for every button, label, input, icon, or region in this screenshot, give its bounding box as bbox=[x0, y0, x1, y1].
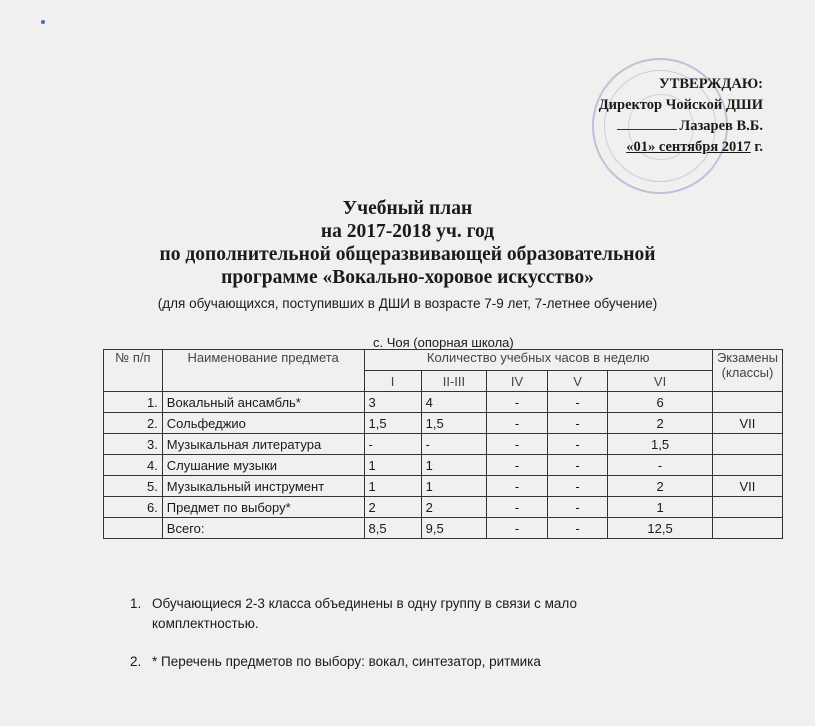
header-grade: I bbox=[364, 371, 421, 392]
approval-date: «01» сентября 2017 г. bbox=[626, 139, 763, 155]
hours-cell: - bbox=[547, 518, 607, 539]
table-row bbox=[104, 497, 783, 518]
subject-name: Музыкальная литература bbox=[162, 434, 364, 455]
row-number: 1. bbox=[104, 392, 163, 413]
hours-cell: 1 bbox=[421, 476, 487, 497]
row-number: 3. bbox=[104, 434, 163, 455]
hours-cell: - bbox=[547, 455, 607, 476]
header-hours: Количество учебных часов в неделю bbox=[364, 350, 712, 371]
exam-cell: VII bbox=[712, 413, 782, 434]
hours-cell: 1 bbox=[364, 455, 421, 476]
hours-cell: 2 bbox=[364, 497, 421, 518]
header-subject: Наименование предмета bbox=[162, 350, 364, 392]
hours-cell: 2 bbox=[421, 497, 487, 518]
table-row bbox=[104, 413, 783, 434]
hours-cell: 2 bbox=[608, 476, 713, 497]
hours-cell: - bbox=[487, 392, 548, 413]
hours-cell: - bbox=[547, 434, 607, 455]
hours-cell: - bbox=[364, 434, 421, 455]
approval-block bbox=[599, 74, 763, 158]
row-number: 4. bbox=[104, 455, 163, 476]
hours-cell: - bbox=[547, 476, 607, 497]
hours-cell: 8,5 bbox=[364, 518, 421, 539]
exam-cell bbox=[712, 455, 782, 476]
hours-cell: - bbox=[487, 413, 548, 434]
curriculum-table bbox=[103, 349, 783, 539]
hours-cell: - bbox=[547, 413, 607, 434]
hours-cell: 9,5 bbox=[421, 518, 487, 539]
hours-cell: 1 bbox=[608, 497, 713, 518]
hours-cell: - bbox=[547, 497, 607, 518]
table-row bbox=[104, 476, 783, 497]
hours-cell: - bbox=[487, 497, 548, 518]
row-number: 6. bbox=[104, 497, 163, 518]
school-label: с. Чоя (опорная школа) bbox=[373, 335, 514, 350]
hours-cell: - bbox=[487, 518, 548, 539]
approval-heading: УТВЕРЖДАЮ: bbox=[659, 76, 763, 92]
hours-cell: - bbox=[487, 476, 548, 497]
table-body bbox=[104, 392, 783, 539]
hours-cell: - bbox=[487, 455, 548, 476]
exam-cell bbox=[712, 497, 782, 518]
hours-cell: 1 bbox=[421, 455, 487, 476]
table-row bbox=[104, 434, 783, 455]
hours-cell: 1 bbox=[364, 476, 421, 497]
document-subtitle: (для обучающихся, поступивших в ДШИ в возрасте 7-9 лет, 7-летнее обучение) bbox=[157, 296, 658, 311]
header-grade: II-III bbox=[421, 371, 487, 392]
hours-cell: 1,5 bbox=[421, 413, 487, 434]
header-number: № п/п bbox=[104, 350, 163, 392]
table-row bbox=[104, 455, 783, 476]
hours-cell: - bbox=[608, 455, 713, 476]
header-grade: IV bbox=[487, 371, 548, 392]
subject-name: Предмет по выбору* bbox=[162, 497, 364, 518]
hours-cell: - bbox=[547, 392, 607, 413]
hours-cell: 12,5 bbox=[608, 518, 713, 539]
subject-name: Вокальный ансамбль* bbox=[162, 392, 364, 413]
approval-position: Директор Чойской ДШИ bbox=[598, 97, 763, 113]
hours-cell: 4 bbox=[421, 392, 487, 413]
signature bbox=[617, 129, 677, 130]
subject-name: Музыкальный инструмент bbox=[162, 476, 364, 497]
header-grade: V bbox=[547, 371, 607, 392]
approval-signature-line: Лазарев В.Б. bbox=[599, 116, 763, 137]
row-number: 5. bbox=[104, 476, 163, 497]
subject-name: Сольфеджио bbox=[162, 413, 364, 434]
hours-cell: 6 bbox=[608, 392, 713, 413]
exam-cell bbox=[712, 518, 782, 539]
row-number bbox=[104, 518, 163, 539]
note-item: 1. Обучающиеся 2-3 класса объединены в одну группу в связи с мало комплектностью. bbox=[130, 596, 577, 631]
exam-cell bbox=[712, 434, 782, 455]
exam-cell: VII bbox=[712, 476, 782, 497]
exam-cell bbox=[712, 392, 782, 413]
document-title: Учебный план на 2017-2018 уч. год по дополнительной общеразвивающей образовательной программе «Вокально-хоровое искусство» bbox=[159, 198, 656, 288]
table-row bbox=[104, 392, 783, 413]
hours-cell: 2 bbox=[608, 413, 713, 434]
subject-name: Слушание музыки bbox=[162, 455, 364, 476]
hours-cell: 1,5 bbox=[364, 413, 421, 434]
hours-cell: - bbox=[421, 434, 487, 455]
ink-dot bbox=[41, 20, 45, 24]
notes-list bbox=[130, 594, 622, 690]
table-row bbox=[104, 518, 783, 539]
row-number: 2. bbox=[104, 413, 163, 434]
subject-name: Всего: bbox=[162, 518, 364, 539]
hours-cell: 3 bbox=[364, 392, 421, 413]
header-exams: Экзамены (классы) bbox=[712, 350, 782, 392]
hours-cell: - bbox=[487, 434, 548, 455]
header-grade: VI bbox=[608, 371, 713, 392]
note-item: 2. * Перечень предметов по выбору: вокал, синтезатор, ритмика bbox=[130, 654, 541, 669]
hours-cell: 1,5 bbox=[608, 434, 713, 455]
